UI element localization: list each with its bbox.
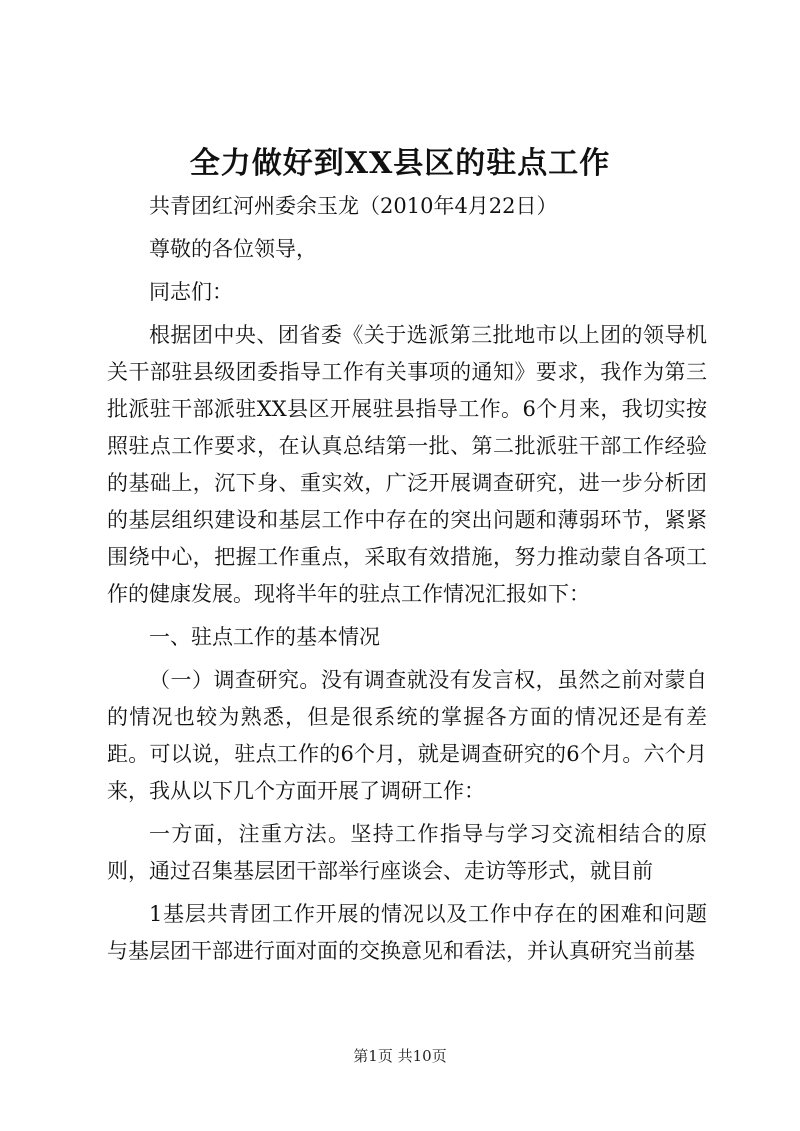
page-title: 全力做好到XX县区的驻点工作 (189, 146, 611, 181)
paragraph-method: 一方面，注重方法。坚持工作指导与学习交流相结合的原则，通过召集基层团干部举行座谈会、走访等形式，就目前 (107, 822, 707, 883)
document-body (107, 188, 707, 970)
page-number: 第1页 共10页 (353, 1047, 447, 1065)
paragraph-intro: 根据团中央、团省委《关于选派第三批地市以上团的领导机关干部驻县级团委指导工作有关事项的通知》要求，我作为第三批派驻干部派驻XX县区开展驻县指导工作。6个月来，我切实按照驻点工作要求，在认真总结第一批、第二批派驻干部工作经验的基础上，沉下身、重实效，广泛开展调查研究，进一步分析团的基层组织建设和基层工作中存在的突出问题和薄弱环节，紧紧围绕中心，把握工作重点，采取有效措施，努力推动蒙自各项工作的健康发展。现将半年的驻点工作情况汇报如下： (107, 323, 707, 606)
section-heading: 一、驻点工作的基本情况 (149, 625, 380, 649)
paragraph-continued: 1基层共青团工作开展的情况以及工作中存在的困难和问题与基层团干部进行面对面的交换意见和看法，并认真研究当前基 (107, 902, 707, 963)
paragraph-research: （一）调查研究。没有调查就没有发言权，虽然之前对蒙自的情况也较为熟悉，但是很系统的掌握各方面的情况还是有差距。可以说，驻点工作的6个月，就是调查研究的6个月。六个月来，我从以下几个方面开展了调研工作： (107, 668, 707, 803)
author-line: 共青团红河州委余玉龙（2010年4月22日） (149, 194, 558, 218)
salutation-leaders: 尊敬的各位领导， (149, 237, 317, 261)
salutation-comrades: 同志们： (149, 280, 233, 304)
